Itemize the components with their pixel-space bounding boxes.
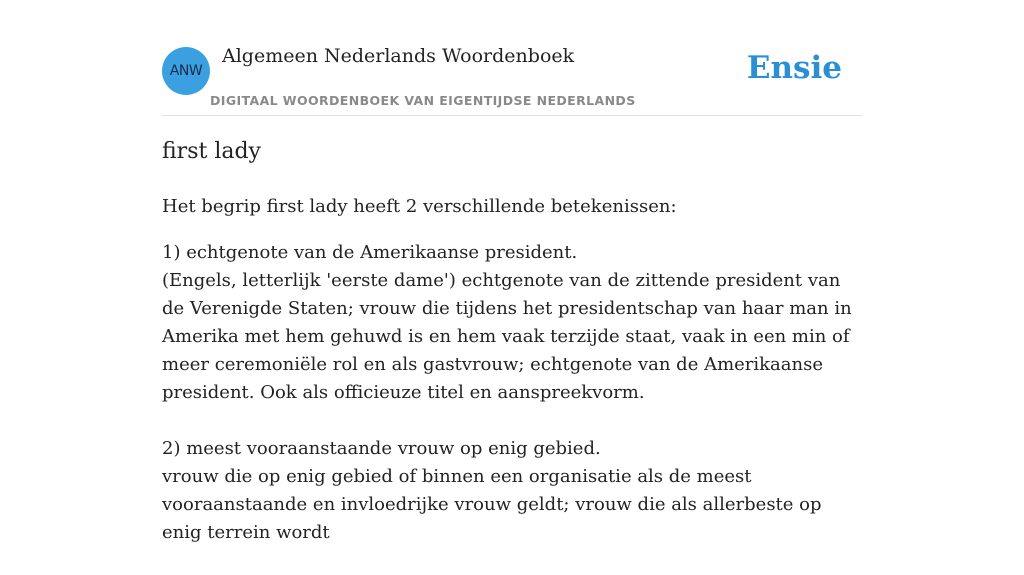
definition-item (162, 435, 862, 547)
site-title[interactable]: Algemeen Nederlands Woordenboek (222, 45, 575, 67)
definition-body: (Engels, letterlijk 'eerste dame') echtgenote van de zittende president van de Verenigde Staten; vrouw die tijdens het presidentschap van haar man in Amerika met hem gehuwd is en hem vaak terzijde staat, vaak in een min of meer ceremoniële rol en als gastvrouw; echtgenote van de Amerikaanse president. Ook als officieuze titel en aanspreekvorm. (162, 270, 852, 403)
definitions-list (162, 239, 862, 575)
site-subtitle: DIGITAAL WOORDENBOEK VAN EIGENTIJDSE NEDERLANDS (210, 93, 636, 108)
definition-heading: 2) meest vooraanstaande vrouw op enig gebied. (162, 438, 601, 459)
definition-heading: 1) echtgenote van de Amerikaanse president. (162, 242, 578, 263)
page-container (162, 0, 862, 543)
header-divider (162, 115, 862, 116)
entry-title: first lady (162, 139, 261, 164)
anw-logo[interactable]: ANW (162, 47, 210, 95)
ensie-logo[interactable]: Ensie (746, 50, 842, 86)
entry-intro: Het begrip first lady heeft 2 verschillende betekenissen: (162, 196, 677, 217)
definition-body: vrouw die op enig gebied of binnen een organisatie als de meest vooraanstaande en invloedrijke vrouw geldt; vrouw die als allerbeste op enig terrein wordt (162, 466, 822, 543)
definition-item (162, 239, 862, 407)
